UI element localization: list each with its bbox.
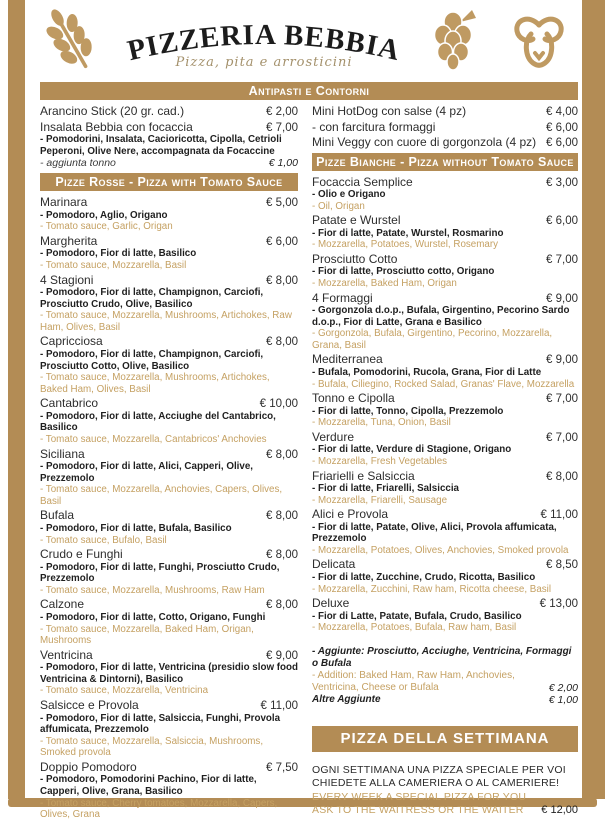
item-price: € 9,00	[546, 354, 578, 367]
pizze-bianche-list	[312, 175, 578, 634]
weekly-line	[312, 777, 578, 791]
item-ingredients-en: - Mozzarella, Potatoes, Wurstel, Rosemary	[312, 239, 499, 251]
item-name: Margherita	[40, 233, 98, 248]
item-price: € 8,50	[546, 559, 578, 572]
menu-item	[40, 104, 298, 119]
menu-item	[40, 334, 298, 395]
item-name: Arancino Stick (20 gr. cad.)	[40, 104, 185, 118]
item-price: € 10,00	[259, 398, 298, 411]
weekly-price: € 12,00	[541, 804, 578, 817]
item-ingredients-it: - Pomodoro, Fior di latte, Cotto, Origano, Funghi	[40, 611, 266, 623]
menu-item	[40, 760, 298, 821]
item-price: € 2,00	[266, 106, 298, 118]
item-ingredients-en: - Tomato sauce, Mozzarella, Basil	[40, 259, 187, 271]
item-price: € 8,00	[546, 470, 578, 483]
section-banner-pizze-bianche: Pizze Bianche - Pizza without Tomato Sauce	[312, 153, 578, 171]
menu-item	[312, 391, 578, 429]
item-price: € 8,00	[266, 274, 298, 287]
menu-item	[40, 120, 298, 171]
addition-row	[312, 646, 578, 670]
sheep-icon	[508, 12, 570, 75]
item-ingredients-it: - Fior di latte, Friarelli, Salsiccia	[312, 483, 460, 494]
menu-item	[312, 430, 578, 468]
item-ingredients-en: - Mozzarella, Potatoes, Bufala, Raw ham, Basil	[312, 622, 517, 634]
page-border-right	[582, 0, 605, 799]
item-name: Cantabrico	[40, 396, 99, 411]
weekly-text: CHIEDETE ALLA CAMERIERA O AL CAMERIERE!	[312, 777, 560, 790]
item-price: € 8,00	[266, 549, 298, 562]
left-column	[40, 104, 298, 822]
item-price: € 8,00	[266, 599, 298, 612]
weekly-line	[312, 791, 578, 805]
menu-item	[312, 175, 578, 213]
item-ingredients-it: - Bufala, Pomodorini, Rucola, Grana, Fior di Latte	[312, 366, 542, 378]
item-name: Patate e Wurstel	[312, 213, 401, 228]
item-price: € 6,00	[546, 215, 578, 228]
item-name: Ventricina	[40, 647, 93, 662]
item-ingredients-it: - Fior di latte, Verdure di Stagione, Origano	[312, 444, 512, 456]
item-price: € 7,50	[266, 761, 298, 774]
item-ingredients-en: - Tomato sauce, Bufalo, Basil	[40, 534, 167, 546]
item-description-it: - Pomodorini, Insalata, Cacioricotta, Cipolla, Cetrioli Peperoni, Olive Nere, accompagnata da Focaccine	[40, 134, 282, 157]
weekly-text: EVERY WEEK A SPECIAL PIZZA FOR YOU	[312, 790, 527, 803]
item-price: € 11,00	[540, 509, 578, 522]
item-price: € 13,00	[539, 598, 578, 611]
addition-price: € 1,00	[548, 693, 578, 706]
menu-item	[40, 447, 298, 508]
item-ingredients-it: - Pomodoro, Fior di latte, Alici, Capperi, Olive, Prezzemolo	[40, 461, 254, 484]
menu-content	[40, 6, 578, 822]
weekly-list	[312, 764, 578, 818]
item-name: Insalata Bebbia con focaccia	[40, 119, 193, 134]
menu-item	[40, 234, 298, 272]
item-price: € 7,00	[546, 431, 578, 444]
item-price: € 11,00	[260, 700, 298, 712]
item-price: € 3,00	[546, 176, 578, 189]
item-ingredients-en: - Gorgonzola, Bufala, Girgentino, Pecorino, Mozzarella, Grana, Basil	[312, 328, 553, 351]
menu-item	[40, 396, 298, 445]
addition-row	[312, 694, 578, 706]
item-price: € 8,00	[266, 448, 298, 461]
item-price: € 4,00	[546, 106, 578, 118]
menu-item	[312, 352, 578, 390]
menu-item	[312, 252, 578, 290]
antipasti-left-list	[40, 104, 298, 170]
weekly-line	[312, 764, 578, 778]
item-name: Doppio Pomodoro	[40, 759, 137, 774]
item-name: Focaccia Semplice	[312, 174, 413, 189]
item-price: € 6,00	[266, 235, 298, 248]
item-ingredients-en: - Tomato sauce, Mozzarella, Cantabricos' Anchovies	[40, 434, 267, 445]
menu-item	[40, 648, 298, 697]
item-name: Mediterranea	[312, 352, 383, 367]
item-price: € 7,00	[546, 393, 578, 406]
item-name: Verdure	[312, 429, 355, 444]
item-extra-label: - aggiunta tonno	[40, 157, 116, 170]
menu-item	[40, 195, 298, 233]
section-banner-settimana: PIZZA DELLA SETTIMANA	[312, 726, 578, 752]
item-ingredients-it: - Fior di latte, Prosciutto cotto, Origano	[312, 266, 495, 278]
wheat-icon	[40, 6, 102, 81]
item-ingredients-en: - Mozzarella, Tuna, Onion, Basil	[312, 417, 451, 429]
item-ingredients-it: - Fior di latte, Patate, Olive, Alici, Provola affumicata, Prezzemolo	[312, 521, 557, 545]
menu-item	[312, 469, 578, 507]
addition-text: - Aggiunte: Prosciutto, Acciughe, Ventricina, Formaggi o Bufala	[312, 645, 572, 669]
item-ingredients-en: - Tomato sauce, Mozzarella, Mushrooms, Artichokes, Baked Ham, Olives, Basil	[40, 372, 270, 395]
menu-item	[40, 547, 298, 596]
item-ingredients-it: - Pomodoro, Fior di latte, Champignon, Carciofi, Prosciutto Crudo, Olive, Basilico	[40, 287, 264, 310]
addition-price: € 2,00	[548, 681, 578, 694]
item-ingredients-it: - Pomodoro, Fior di latte, Bufala, Basilico	[40, 522, 232, 534]
item-price: € 9,00	[546, 292, 578, 305]
item-ingredients-en: - Tomato sauce, Mozzarella, Salsiccia, Mushrooms, Smoked provola	[40, 735, 264, 759]
pizze-rosse-list	[40, 195, 298, 821]
header	[40, 6, 578, 80]
brand	[102, 17, 426, 70]
item-ingredients-en: - Oil, Origan	[312, 200, 365, 212]
item-name: Calzone	[40, 597, 85, 612]
item-name: Prosciutto Cotto	[312, 251, 398, 266]
item-price: € 8,00	[266, 510, 298, 523]
item-ingredients-it: - Olio e Origano	[312, 189, 386, 200]
weekly-line	[312, 804, 578, 818]
item-ingredients-it: - Fior di latte, Patate, Wurstel, Rosmarino	[312, 227, 504, 239]
item-ingredients-en: - Tomato sauce, Mozzarella, Mushrooms, Raw Ham	[40, 584, 265, 596]
item-ingredients-en: - Tomato sauce, Mozzarella, Anchovies, Capers, Olives, Basil	[40, 484, 283, 507]
item-name: Delicata	[312, 557, 356, 572]
item-ingredients-en: - Mozzarella, Fresh Vegetables	[312, 455, 448, 467]
item-ingredients-it: - Pomodoro, Pomodorini Pachino, Fior di latte, Capperi, Olive, Grana, Basilico	[40, 774, 257, 797]
item-name: - con farcitura formaggi	[312, 119, 436, 134]
item-name: Bufala	[40, 508, 75, 523]
menu-item	[312, 104, 578, 119]
menu-item	[312, 596, 578, 634]
item-extra-price: € 1,00	[268, 157, 298, 170]
menu-item	[312, 507, 578, 556]
menu-item	[40, 273, 298, 334]
menu-item	[312, 135, 578, 150]
item-ingredients-en: - Mozzarella, Potatoes, Olives, Anchovies, Smoked provola	[312, 544, 569, 556]
item-ingredients-en: - Mozzarella, Friarelli, Sausage	[312, 494, 448, 506]
weekly-text: OGNI SETTIMANA UNA PIZZA SPECIALE PER VOI	[312, 763, 566, 776]
item-ingredients-it: - Pomodoro, Aglio, Origano	[40, 209, 168, 221]
menu-item	[40, 508, 298, 546]
additions-list	[312, 646, 578, 706]
item-name: Tonno e Cipolla	[312, 391, 395, 406]
item-ingredients-en: - Tomato sauce, Cherry tomatoes, Mozzarella, Capers, Olives, Grana	[40, 797, 278, 821]
item-name: Marinara	[40, 195, 88, 210]
section-banner-pizze-rosse: Pizze Rosse - Pizza with Tomato Sauce	[40, 173, 298, 191]
item-price: € 6,00	[546, 137, 578, 149]
item-ingredients-it: - Pomodoro, Fior di latte, Basilico	[40, 248, 197, 260]
addition-row	[312, 670, 578, 694]
addition-text: Altre Aggiunte	[312, 693, 381, 705]
item-name: Deluxe	[312, 596, 350, 611]
menu-item	[312, 213, 578, 251]
item-price: € 7,00	[546, 253, 578, 266]
item-name: Mini HotDog con salse (4 pz)	[312, 104, 467, 118]
item-ingredients-it: - Fior di latte, Zucchine, Crudo, Ricotta, Basilico	[312, 571, 536, 583]
right-column	[312, 104, 578, 822]
addition-text: - Addition: Baked Ham, Raw Ham, Anchovies, Ventricina, Cheese or Bufala	[312, 669, 515, 693]
menu-item	[40, 698, 298, 759]
item-ingredients-en: - Tomato sauce, Garlic, Origan	[40, 221, 173, 233]
item-ingredients-en: - Tomato sauce, Mozzarella, Ventricina	[40, 685, 209, 697]
item-name: Alici e Provola	[312, 507, 389, 522]
item-price: € 6,00	[546, 121, 578, 134]
item-ingredients-it: - Pomodoro, Fior di latte, Acciughe del Cantabrico, Basilico	[40, 410, 276, 434]
menu-item	[312, 291, 578, 352]
hops-icon	[426, 8, 482, 79]
item-price: € 8,00	[266, 336, 298, 349]
item-name: Mini Veggy con cuore di gorgonzola (4 pz)	[312, 135, 537, 149]
item-ingredients-it: - Fior di latte, Tonno, Cipolla, Prezzemolo	[312, 405, 504, 417]
item-ingredients-it: - Pomodoro, Fior di latte, Champignon, Carciofi, Prosciutto Cotto, Olive, Basilico	[40, 348, 264, 372]
item-ingredients-it: - Fior di Latte, Patate, Bufala, Crudo, Basilico	[312, 610, 522, 622]
item-ingredients-en: - Tomato sauce, Mozzarella, Mushrooms, Artichokes, Raw Ham, Olives, Basil	[40, 310, 292, 333]
weekly-text: ASK TO THE WAITRESS OR THE WAITER	[312, 804, 524, 817]
item-ingredients-it: - Pomodoro, Fior di latte, Salsiccia, Funghi, Provola affumicata, Prezzemolo	[40, 712, 281, 736]
antipasti-right-list	[312, 104, 578, 150]
menu-item	[312, 557, 578, 595]
item-name: Friarielli e Salsiccia	[312, 468, 415, 483]
brand-title: PIZZERIA BEBBIA	[124, 18, 404, 67]
item-ingredients-en: - Bufala, Ciliegino, Rocked Salad, Granas' Flave, Mozzarella	[312, 378, 575, 390]
item-price: € 5,00	[266, 197, 298, 210]
item-ingredients-it: - Pomodoro, Fior di latte, Ventricina (presidio slow food Ventricina & Dintorni), Basilico	[40, 662, 299, 685]
page-border-left	[8, 0, 25, 799]
item-price: € 9,00	[266, 649, 298, 662]
item-name: Crudo e Funghi	[40, 547, 123, 562]
item-name: Capricciosa	[40, 334, 103, 349]
item-name: Salsicce e Provola	[40, 698, 139, 712]
menu-item	[312, 120, 578, 135]
item-ingredients-en: - Tomato sauce, Mozzarella, Baked Ham, Origan, Mushrooms	[40, 623, 254, 647]
section-banner-antipasti: Antipasti e Contorni	[40, 82, 578, 100]
menu-item	[40, 597, 298, 646]
item-price: € 7,00	[266, 121, 298, 134]
item-ingredients-it: - Pomodoro, Fior di latte, Funghi, Prosciutto Crudo, Prezzemolo	[40, 561, 280, 585]
item-ingredients-en: - Mozzarella, Zucchini, Raw ham, Ricotta cheese, Basil	[312, 583, 552, 595]
item-ingredients-en: - Mozzarella, Baked Ham, Origan	[312, 277, 457, 289]
item-ingredients-it: - Gorgonzola d.o.p., Bufala, Girgentino, Pecorino Sardo d.o.p., Fior di Latte, Grana e Basilico	[312, 305, 570, 328]
item-name: Siciliana	[40, 446, 85, 461]
brand-subtitle: Pizza, pita e arrosticini	[175, 54, 353, 70]
item-name: 4 Stagioni	[40, 272, 94, 287]
item-name: 4 Formaggi	[312, 290, 373, 305]
